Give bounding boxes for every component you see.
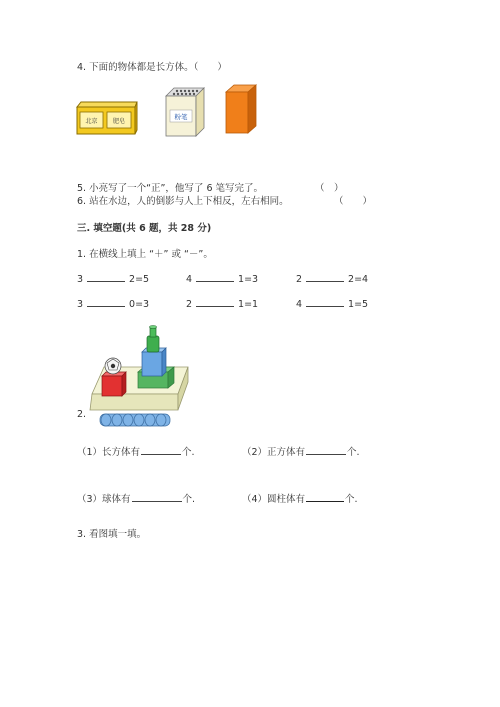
fill-q1-text: 1. 在横线上填上 “＋” 或 “－”。 (77, 249, 213, 260)
section-3-heading: 三. 填空题(共 6 题，共 28 分) (77, 223, 212, 234)
equation-blank[interactable] (306, 298, 344, 307)
cuboid-count-blank[interactable] (141, 446, 181, 455)
cube-count-blank[interactable] (306, 446, 346, 455)
equation-blank[interactable] (306, 273, 344, 282)
question-4-text: 4. 下面的物体都是长方体。（ ） (77, 62, 227, 73)
fill-q2-item-1: （1）长方体有 个. (77, 447, 195, 458)
chalk-box-image (164, 86, 206, 138)
fill-q2-item-2: （2）正方体有 个. (242, 447, 360, 458)
soap-box-image (76, 100, 138, 136)
equation-r2c3: 4 1=5 (296, 299, 369, 310)
orange-cuboid-image (224, 84, 258, 134)
cylinder-count-blank[interactable] (306, 493, 344, 502)
equation-r1c3: 2 2=4 (296, 274, 369, 285)
soap-label-2: 肥皂 (112, 118, 126, 125)
fill-q2-item-3: （3）球体有 个. (77, 494, 196, 505)
equation-blank[interactable] (87, 273, 125, 282)
equation-blank[interactable] (196, 298, 234, 307)
equation-r1c2: 4 1=3 (186, 274, 259, 285)
question-5-answer-paren: （ ） (315, 183, 344, 194)
solids-scene-image (86, 322, 190, 430)
question-5-text: 5. 小亮写了一个“正”，他写了 6 笔写完了。 (77, 183, 264, 194)
question-6-answer-paren: （ ） (334, 196, 373, 207)
equation-blank[interactable] (87, 298, 125, 307)
chalk-label: 粉笔 (174, 113, 188, 121)
equation-blank[interactable] (196, 273, 234, 282)
fill-q2-item-4: （4）圆柱体有 个. (242, 494, 358, 505)
soap-label-1: 北京 (85, 118, 98, 125)
sphere-count-blank[interactable] (132, 493, 182, 502)
fill-q3-text: 3. 看图填一填。 (77, 529, 147, 540)
question-6-text: 6. 站在水边，人的倒影与人上下相反，左右相同。 (77, 196, 289, 207)
equation-r1c1: 3 2=5 (77, 274, 150, 285)
equation-r2c1: 3 0=3 (77, 299, 150, 310)
equation-r2c2: 2 1=1 (186, 299, 259, 310)
fill-q2-number: 2. (77, 409, 87, 420)
